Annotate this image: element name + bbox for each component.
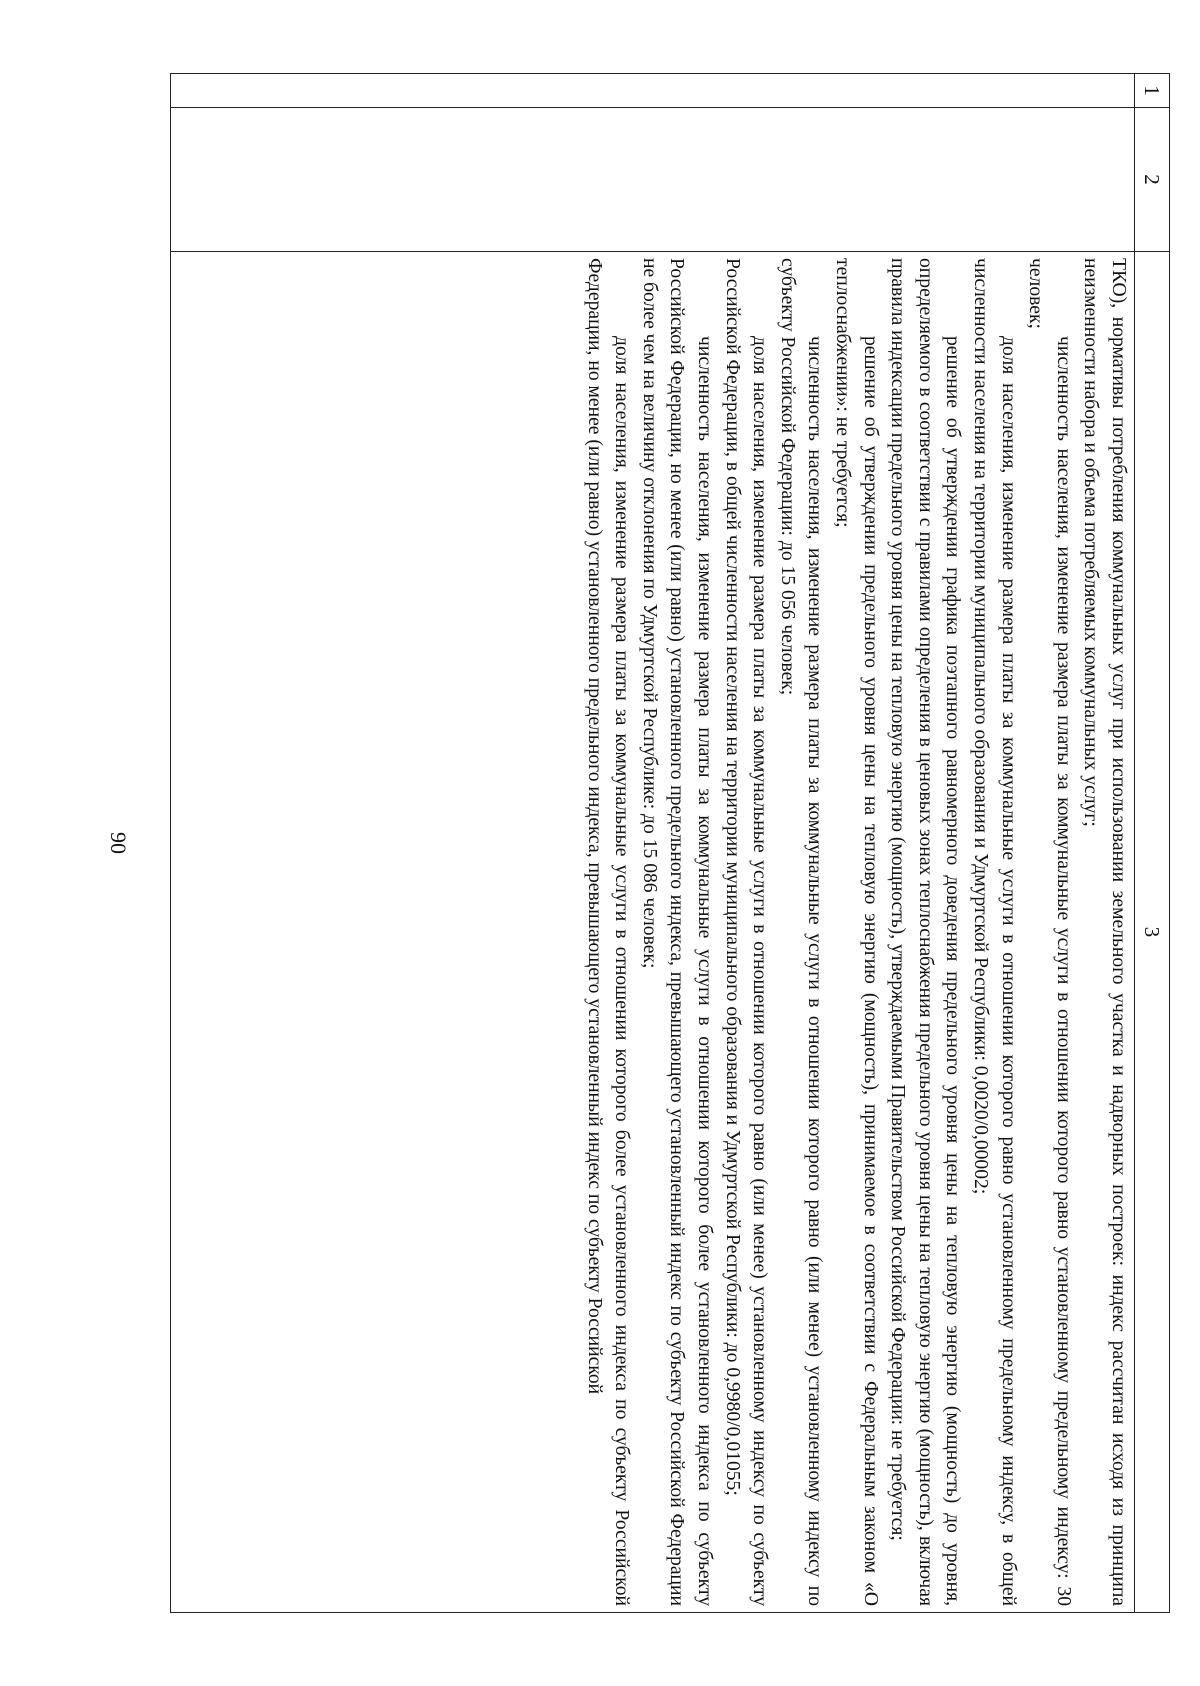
table-wrapper [170, 73, 1170, 1613]
header-col-3: 3 [1135, 252, 1170, 1613]
paragraph-4: решение об утверждении графика поэтапного равномерного доведения предельного уровня цены на тепловую энергию (мощность) до уровня, определяемого в соответствии с правилами определения в ценовых зонах теплоснабжения предельного уровня цены на тепловую энергию (мощность), включая правила индексации предельного уровня цены на тепловую энергию (мощность), утверждаемыми Правительством Российской Федерации: не требуется; [887, 258, 964, 1606]
cell-text [580, 258, 1132, 1606]
table-body-row [171, 74, 1135, 1613]
cell-col-2 [171, 108, 1135, 252]
paragraph-9: доля населения, изменение размера платы за коммунальные услуги в отношении которого более установленного индекса по субъекту Российской Федерации, но менее (или равно) установленного предельного индекса, превышающего установленный индекс по субъекту Российской [583, 258, 633, 1606]
cell-col-3 [171, 252, 1135, 1613]
cell-col-1 [171, 74, 1135, 108]
document-table [170, 73, 1170, 1613]
rotated-table-region [170, 73, 1170, 1613]
paragraph-6: численность населения, изменение размера платы за коммунальные услуги в отношении которого равно (или менее) установленному индексу по субъекту Российской Федерации: до 15 056 человек; [776, 258, 826, 1606]
paragraph-1: ТКО), нормативы потребления коммунальных услуг при использовании земельного участка и надворных построек: индекс рассчитан исходя из принципа неизменности набора и объема потребляемых коммунальных услуг; [1080, 258, 1129, 1606]
paragraph-3: доля населения, изменение размера платы за коммунальные услуги в отношении которого равно установленному предельному индексу, в общей численности населения на территории муниципального образования и Удмуртской Республики: 0,0020/0,00002; [970, 258, 1019, 1606]
page-number: 90 [106, 832, 131, 854]
paragraph-8: численность населения, изменение размера платы за коммунальные услуги в отношении которого более установленного индекса по субъекту Российской Федерации, но менее (или равно) установленного предельного индекса, превышающего установленный индекс по субъекту Российской Федерации не более чем на величину отклонения по Удмуртской Республике: до 15 086 человек; [638, 258, 716, 1606]
paragraph-2: численность населения, изменение размера платы за коммунальные услуги в отношении которого равно установленному предельному индексу: 30 человек; [1025, 258, 1074, 1606]
paragraph-5: решение об утверждении предельного уровня цены на тепловую энергию (мощность), принимаемое в соответствии с Федеральным законом «О теплоснабжении»: не требуется; [832, 258, 881, 1606]
header-col-1: 1 [1135, 74, 1170, 108]
paragraph-7: доля населения, изменение размера платы за коммунальные услуги в отношении которого равно (или менее) установленному индексу по субъекту Российской Федерации, в общей численности населения на территории муниципального образования и Удмуртской Республики: до 0,9980/0,01055; [721, 258, 771, 1606]
header-col-2: 2 [1135, 108, 1170, 252]
table-header-row [1135, 74, 1170, 1613]
